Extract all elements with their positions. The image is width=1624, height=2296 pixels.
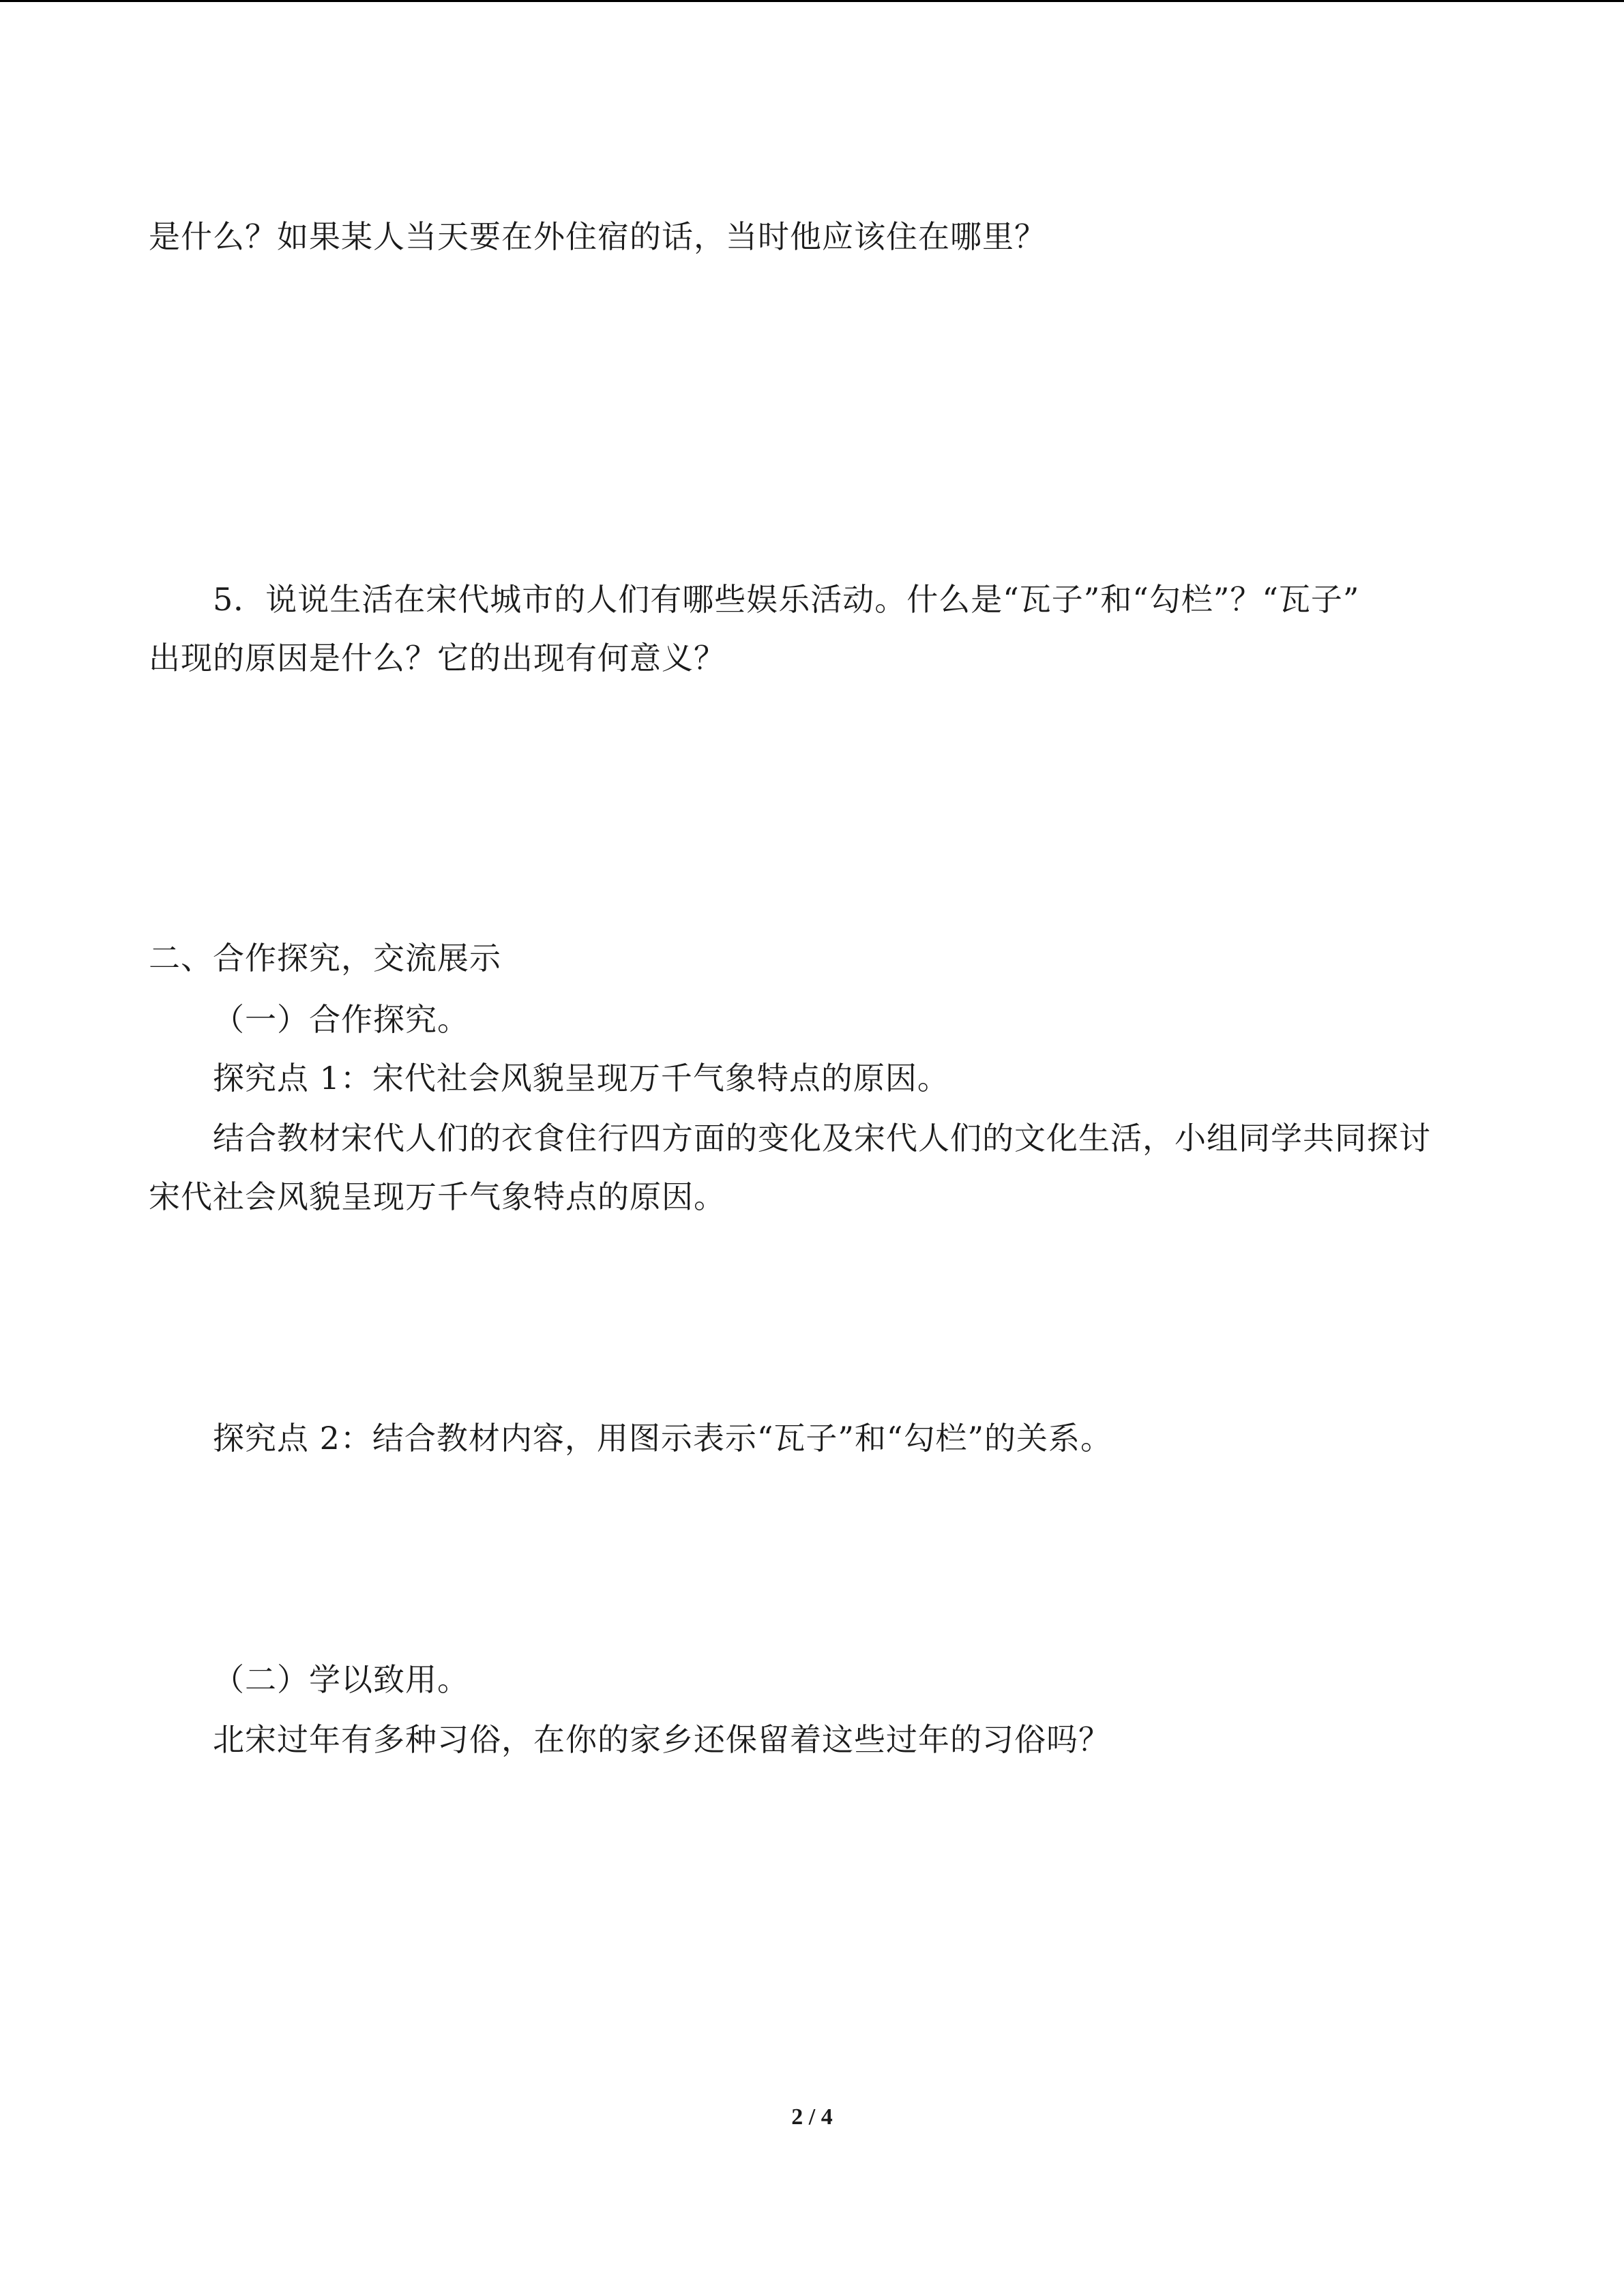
inquiry-point-1-body-line-2: 宋代社会风貌呈现万千气象特点的原因。 [149, 1178, 726, 1215]
apply-question: 北宋过年有多种习俗，在你的家乡还保留着这些过年的习俗吗？ [213, 1721, 1110, 1758]
page-number: 2 / 4 [791, 2104, 833, 2130]
question-5-line-1: 5．说说生活在宋代城市的人们有哪些娱乐活动。什么是“瓦子”和“勾栏”？“瓦子” [213, 581, 1360, 618]
subsection-1-heading: （一）合作探究。 [213, 1001, 469, 1038]
inquiry-point-1-body-line-1: 结合教材宋代人们的衣食住行四方面的变化及宋代人们的文化生活，小组同学共同探讨 [213, 1120, 1431, 1157]
section-2-heading: 二、合作探究，交流展示 [149, 940, 501, 976]
subsection-2-heading: （二）学以致用。 [213, 1661, 469, 1698]
question-4-continuation: 是什么？如果某人当天要在外住宿的话，当时他应该住在哪里？ [149, 218, 1046, 255]
question-5-line-2: 出现的原因是什么？它的出现有何意义？ [149, 640, 726, 676]
inquiry-point-1-title: 探究点 1：宋代社会风貌呈现万千气象特点的原因。 [213, 1060, 949, 1097]
inquiry-point-2-title: 探究点 2：结合教材内容，用图示表示“瓦子”和“勾栏”的关系。 [213, 1420, 1112, 1457]
